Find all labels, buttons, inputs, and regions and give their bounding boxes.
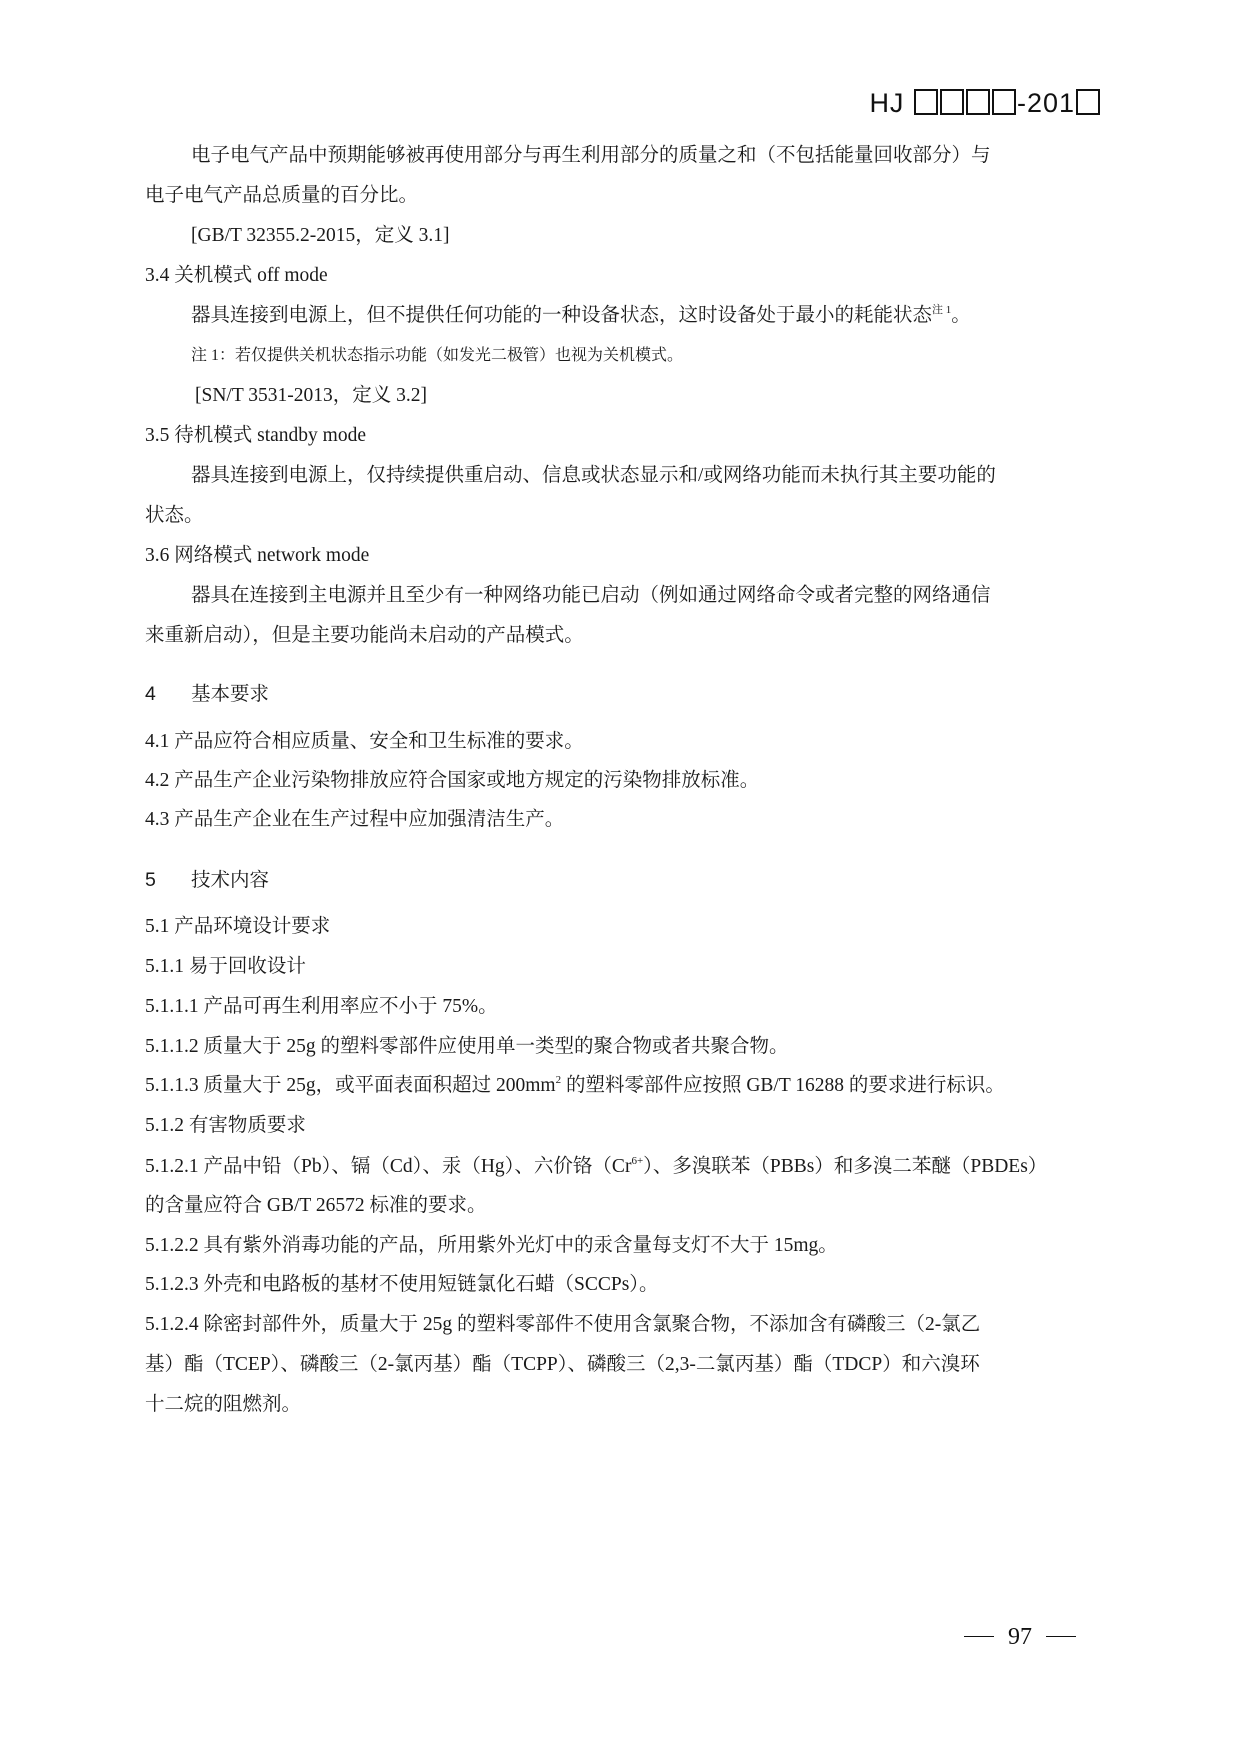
paragraph-text: 。 [951,305,971,326]
clause-5-1-2-4: 5.1.2.4 除密封部件外，质量大于 25g 的塑料零部件不使用含氯聚合物，不添加含有磷酸三（2-氯乙 [145,1314,981,1335]
clause-4-1: 4.1 产品应符合相应质量、安全和卫生标准的要求。 [145,731,584,752]
page-footer [950,1624,1090,1651]
clause-4-3: 4.3 产品生产企业在生产过程中应加强清洁生产。 [145,809,565,830]
section-number: 4 [145,683,156,705]
paragraph-line: 十二烷的阻燃剂。 [145,1394,302,1415]
superscript: 6+ [631,1155,644,1167]
dash-decoration [1046,1636,1076,1638]
clause-5-1-1-1: 5.1.1.1 产品可再生利用率应不小于 75%。 [145,996,498,1017]
placeholder-box [914,89,938,115]
paragraph-text: 器具连接到电源上，但不提供任何功能的一种设备状态，这时设备处于最小的耗能状态 [191,305,933,326]
clause-heading-3-4: 3.4 关机模式 off mode [145,265,328,286]
clause-heading-3-6: 3.6 网络模式 network mode [145,545,370,566]
superscript: 2 [555,1074,562,1086]
paragraph-line: 状态。 [145,505,204,526]
paragraph-line: 来重新启动），但是主要功能尚未启动的产品模式。 [145,625,584,646]
placeholder-box [1076,89,1100,115]
clause-5-1-2-1 [145,1153,1085,1181]
section-title: 基本要求 [191,683,270,705]
footnote-marker: 注 1 [932,304,952,316]
clause-text: 5.1.2.1 产品中铅（Pb）、镉（Cd）、汞（Hg）、六价铬（Cr [145,1156,632,1177]
standard-code-header [869,88,1101,119]
paragraph-line [145,302,1131,330]
placeholder-box [966,89,990,115]
placeholder-box [992,89,1016,115]
paragraph-line: 电子电气产品中预期能够被再使用部分与再生利用部分的质量之和（不包括能量回收部分）与 [191,145,991,166]
section-number: 5 [145,869,156,891]
clause-text: 的塑料零部件应按照 GB/T 16288 的要求进行标识。 [561,1075,1005,1096]
clause-5-1-1-2: 5.1.1.2 质量大于 25g 的塑料零部件应使用单一类型的聚合物或者共聚合物。 [145,1036,789,1057]
section-heading-4 [145,680,1085,708]
reference-citation: [SN/T 3531-2013，定义 3.2] [195,385,428,406]
paragraph-line: 的含量应符合 GB/T 26572 标准的要求。 [145,1195,487,1216]
paragraph-line: 基）酯（TCEP）、磷酸三（2-氯丙基）酯（TCPP）、磷酸三（2,3-二氯丙基）酯（TDCP）和六溴环 [145,1354,980,1375]
reference-citation: [GB/T 32355.2-2015，定义 3.1] [191,225,450,246]
clause-text: ）、多溴联苯（PBBs）和多溴二苯醚（PBDEs） [643,1156,1048,1177]
clause-5-1-1: 5.1.1 易于回收设计 [145,956,306,977]
page-number: 97 [1008,1624,1032,1650]
clause-5-1-1-3 [145,1072,1085,1100]
section-title: 技术内容 [191,869,270,891]
paragraph-line: 器具在连接到主电源并且至少有一种网络功能已启动（例如通过网络命令或者完整的网络通信 [191,585,991,606]
clause-text: 5.1.1.3 质量大于 25g，或平面表面积超过 200mm [145,1075,556,1096]
clause-5-1-2-2: 5.1.2.2 具有紫外消毒功能的产品，所用紫外光灯中的汞含量每支灯不大于 15mg。 [145,1235,838,1256]
clause-5-1-2: 5.1.2 有害物质要求 [145,1115,306,1136]
clause-5-1: 5.1 产品环境设计要求 [145,916,331,937]
paragraph-line: 器具连接到电源上，仅持续提供重启动、信息或状态显示和/或网络功能而未执行其主要功能的 [191,465,996,486]
placeholder-box [940,89,964,115]
standard-prefix: HJ [869,88,905,118]
standard-year-prefix: -201 [1016,88,1075,118]
section-heading-5 [145,866,1085,894]
clause-5-1-2-3: 5.1.2.3 外壳和电路板的基材不使用短链氯化石蜡（SCCPs）。 [145,1274,659,1295]
paragraph-line: 电子电气产品总质量的百分比。 [145,185,419,206]
clause-heading-3-5: 3.5 待机模式 standby mode [145,425,366,446]
clause-4-2: 4.2 产品生产企业污染物排放应符合国家或地方规定的污染物排放标准。 [145,770,760,791]
note-text: 注 1：若仅提供关机状态指示功能（如发光二极管）也视为关机模式。 [191,347,684,364]
dash-decoration [964,1636,994,1638]
